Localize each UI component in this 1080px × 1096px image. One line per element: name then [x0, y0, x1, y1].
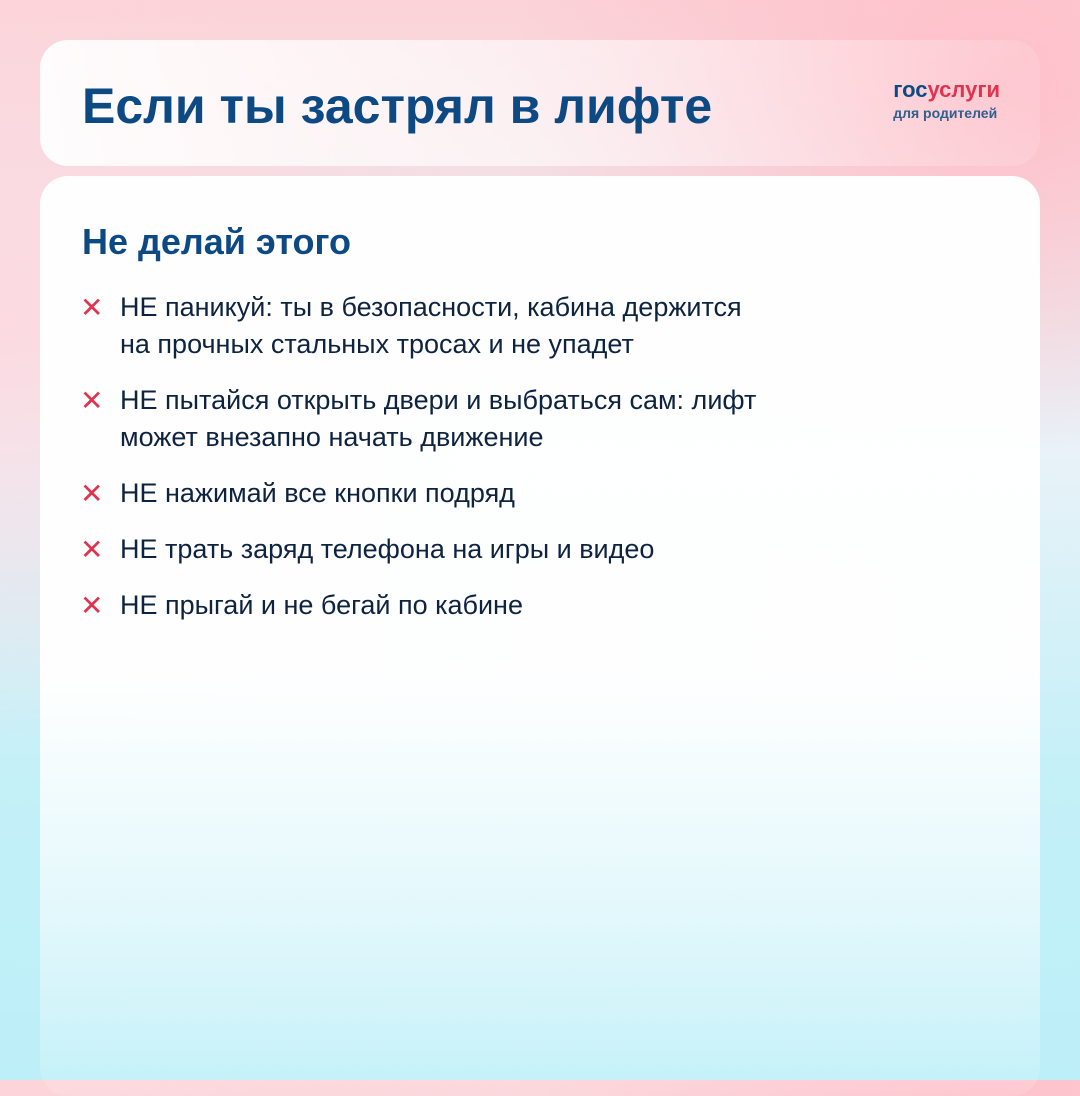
list-item-line: НЕ нажимай все кнопки подряд	[120, 478, 515, 508]
logo-part-uslugi: услуги	[927, 77, 1000, 102]
gosuslugi-logo	[893, 78, 1000, 122]
cross-icon: ✕	[80, 385, 104, 416]
list-item	[80, 382, 980, 456]
cross-icon: ✕	[80, 292, 104, 323]
list-item-line: НЕ трать заряд телефона на игры и видео	[120, 534, 655, 564]
list-item-line: НЕ пытайся открыть двери и выбраться сам: лифт	[120, 385, 757, 415]
list-item-line: НЕ прыгай и не бегай по кабине	[120, 590, 523, 620]
cross-icon: ✕	[80, 534, 104, 565]
list-item-line: НЕ паникуй: ты в безопасности, кабина держится	[120, 292, 742, 322]
list-item	[80, 475, 980, 512]
list-item	[80, 289, 980, 363]
list-item-line: может внезапно начать движение	[120, 422, 544, 452]
section-title: Не делай этого	[82, 221, 351, 262]
list-item	[80, 531, 980, 568]
list-item-line: на прочных стальных тросах и не упадет	[120, 329, 634, 359]
cross-icon: ✕	[80, 478, 104, 509]
logo-wordmark	[893, 78, 1000, 102]
page-title: Если ты застрял в лифте	[82, 78, 713, 134]
content-card	[40, 176, 1040, 1096]
logo-subtitle: для родителей	[893, 105, 998, 121]
logo-part-gos: гос	[893, 77, 928, 102]
cross-icon: ✕	[80, 590, 104, 621]
list-item	[80, 587, 980, 624]
header-card	[40, 40, 1040, 166]
rules-list	[80, 289, 980, 643]
